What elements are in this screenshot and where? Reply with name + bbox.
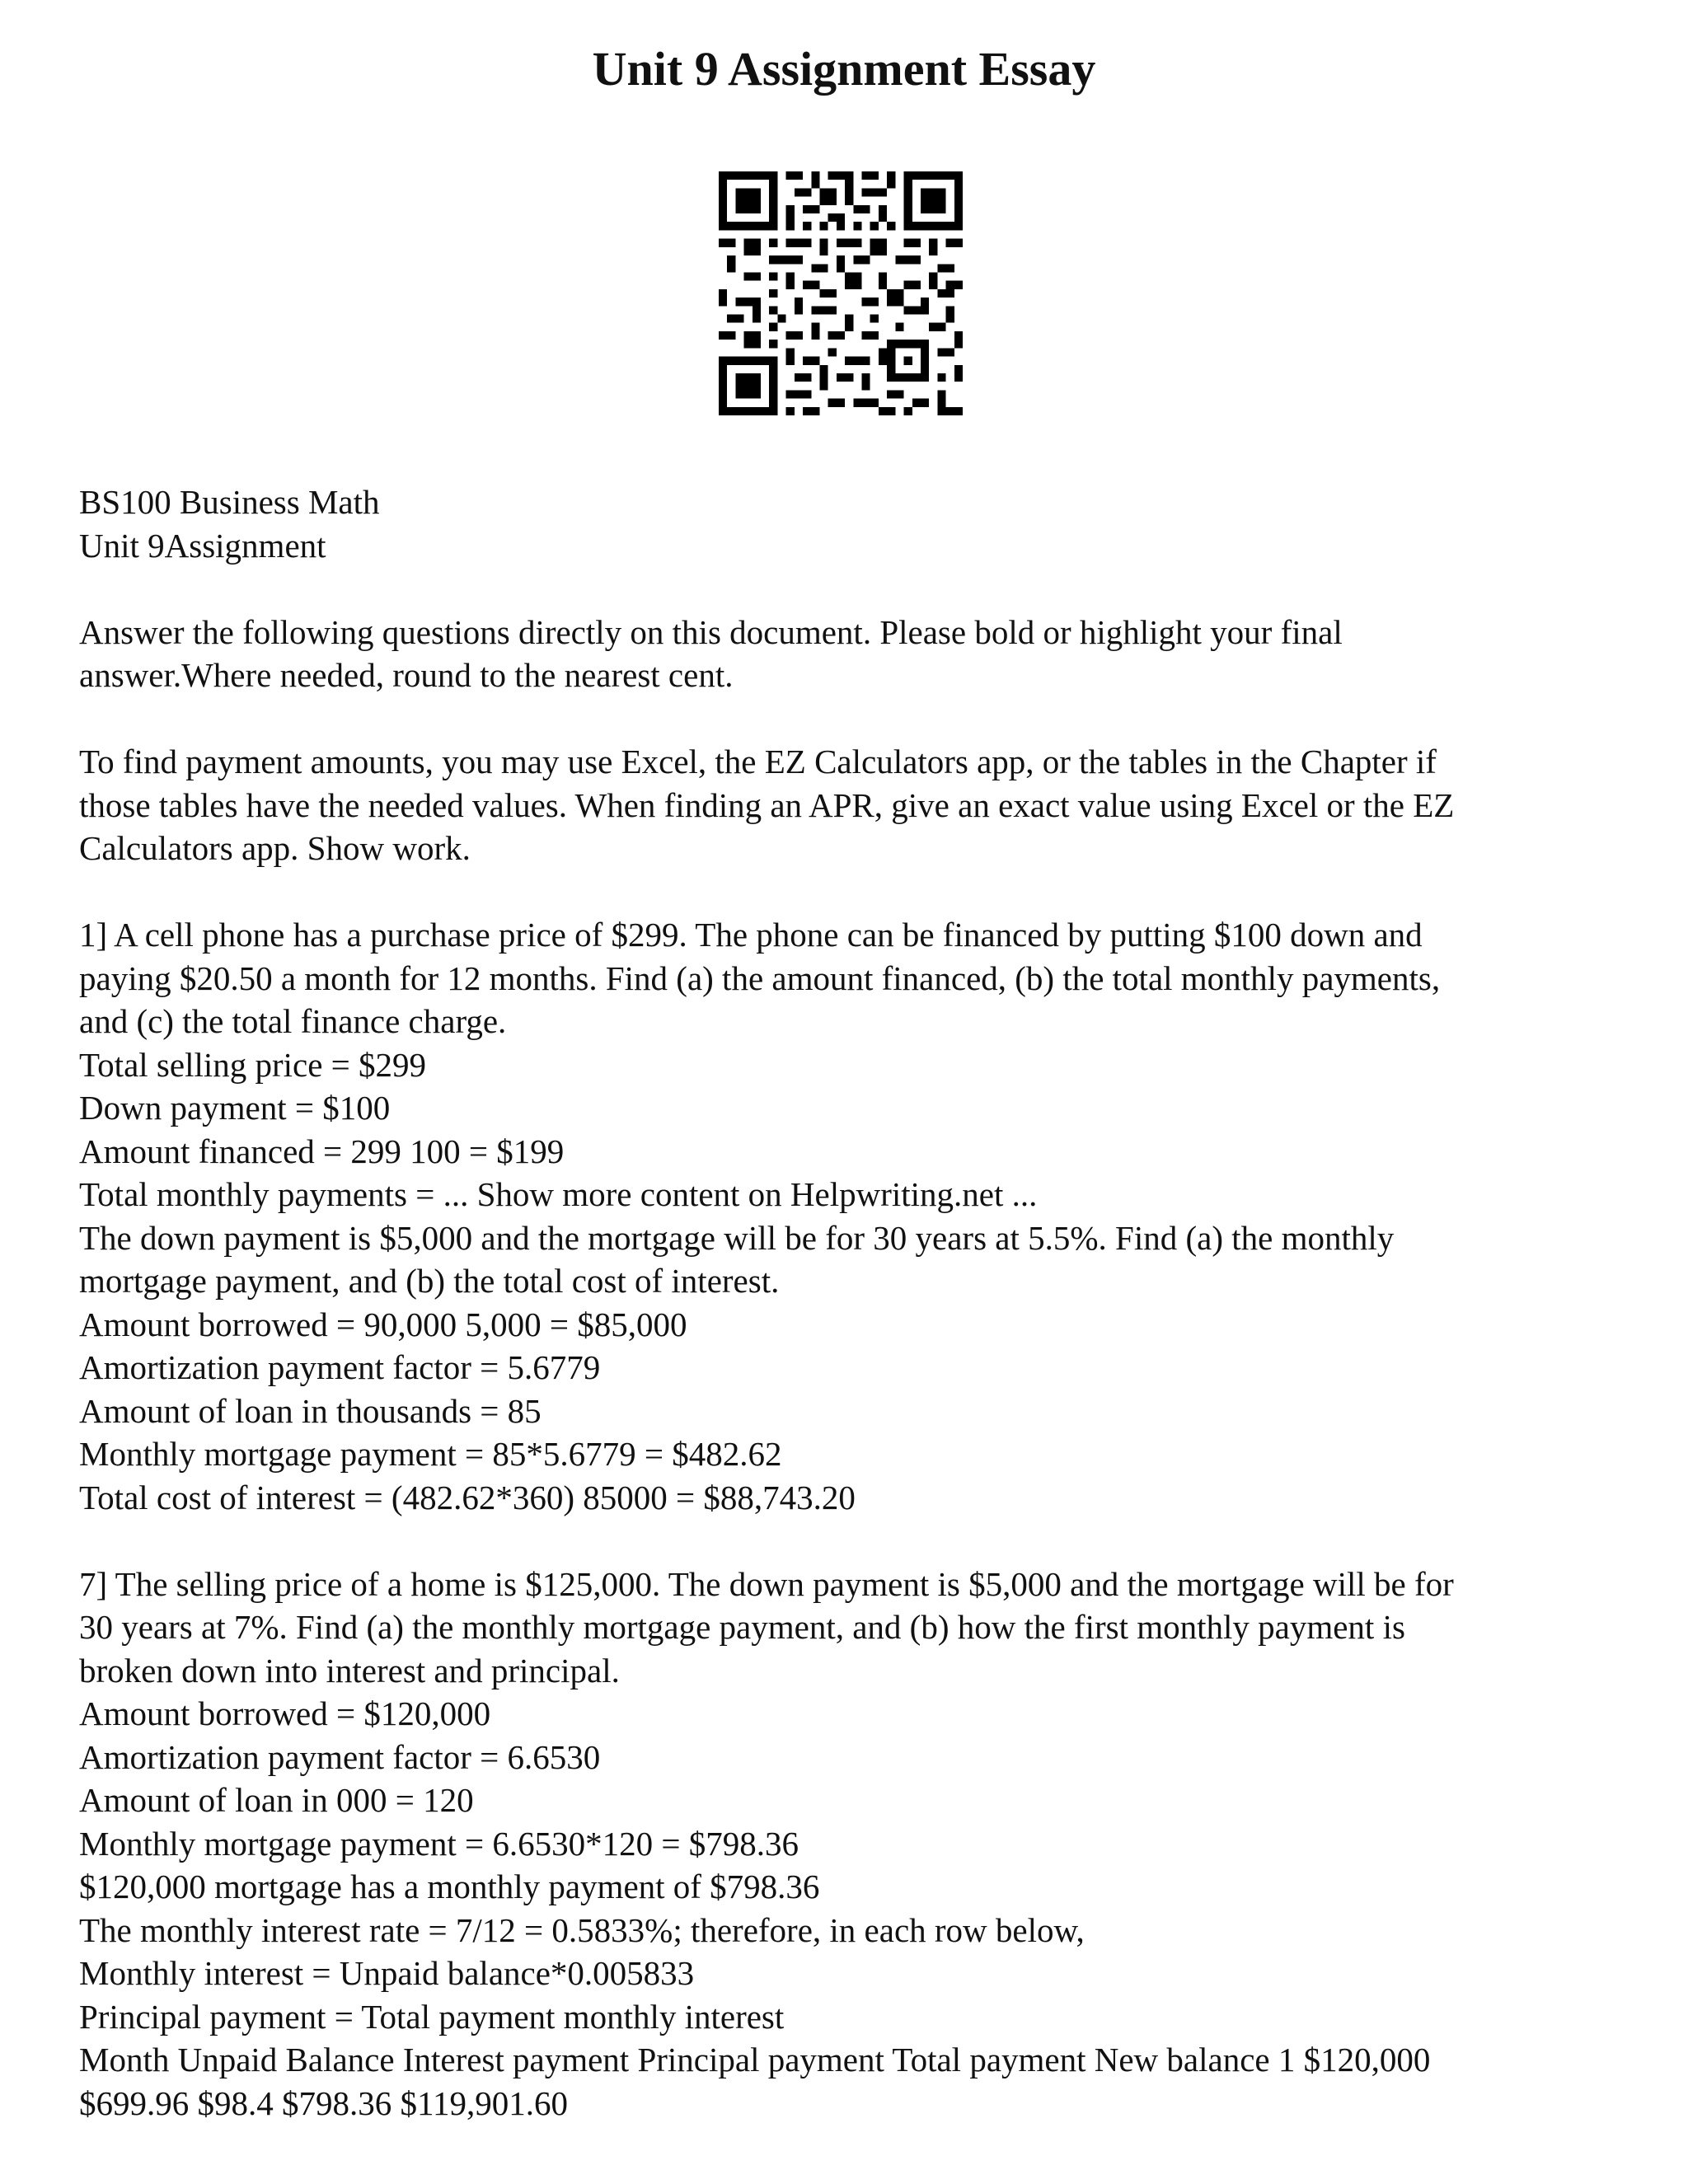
text-line: The down payment is $5,000 and the mortgage will be for 30 years at 5.5%. Find (a) the monthly — [79, 1218, 1395, 1257]
text-line: 7] The selling price of a home is $125,000. The down payment is $5,000 and the mortgage will be for — [79, 1564, 1454, 1603]
text-line: Monthly interest = Unpaid balance*0.005833 — [79, 1954, 695, 1992]
text-line: and (c) the total finance charge. — [79, 1002, 507, 1040]
text-line: The monthly interest rate = 7/12 = 0.5833%; therefore, in each row below, — [79, 1910, 1085, 1949]
text-line: paying $20.50 a month for 12 months. Find (a) the amount financed, (b) the total monthly payments, — [79, 958, 1441, 997]
text-line: Total cost of interest = (482.62*360) 85000 = $88,743.20 — [79, 1478, 856, 1516]
text-line: Amount borrowed = $120,000 — [79, 1694, 491, 1732]
text-line: those tables have the needed values. When finding an APR, give an exact value using Excel or the EZ — [79, 785, 1455, 824]
text-line: mortgage payment, and (b) the total cost of interest. — [79, 1262, 780, 1300]
text-line: Principal payment = Total payment monthly interest — [79, 1997, 785, 2036]
text-line: Amount of loan in thousands = 85 — [79, 1391, 542, 1430]
text-line: Amount of loan in 000 = 120 — [79, 1781, 474, 1819]
text-line: Amount borrowed = 90,000 5,000 = $85,000 — [79, 1305, 687, 1343]
question-1-block — [79, 913, 1647, 1519]
instructions-paragraph — [79, 611, 1647, 697]
text-line: 30 years at 7%. Find (a) the monthly mortgage payment, and (b) how the first monthly payment is — [79, 1608, 1405, 1646]
text-line: Total selling price = $299 — [79, 1045, 427, 1084]
course-header — [79, 480, 1647, 567]
payment-instructions-paragraph — [79, 740, 1647, 870]
text-line: Amortization payment factor = 6.6530 — [79, 1737, 601, 1776]
qr-code-image — [719, 171, 963, 415]
text-line: To find payment amounts, you may use Excel, the EZ Calculators app, or the tables in the Chapter if — [79, 743, 1437, 780]
text-line: Calculators app. Show work. — [79, 829, 471, 867]
text-line: 1] A cell phone has a purchase price of $299. The phone can be financed by putting $100 down and — [79, 916, 1423, 954]
text-line: Total monthly payments = ... Show more content on Helpwriting.net ... — [79, 1175, 1038, 1213]
text-line: Down payment = $100 — [79, 1089, 391, 1127]
document-body — [79, 480, 1647, 2125]
question-7-block — [79, 1563, 1647, 2125]
text-line: broken down into interest and principal. — [79, 1651, 620, 1690]
unit-label: Unit 9Assignment — [79, 526, 326, 565]
text-line: answer.Where needed, round to the nearest cent. — [79, 656, 734, 694]
text-line: Amortization payment factor = 5.6779 — [79, 1348, 601, 1386]
course-name: BS100 Business Math — [79, 483, 380, 521]
text-line: Monthly mortgage payment = 85*5.6779 = $482.62 — [79, 1435, 782, 1473]
text-line: $120,000 mortgage has a monthly payment of $798.36 — [79, 1868, 820, 1905]
text-line: $699.96 $98.4 $798.36 $119,901.60 — [79, 2083, 568, 2122]
text-line: Month Unpaid Balance Interest payment Principal payment Total payment New balance 1 $120,000 — [79, 2041, 1431, 2079]
document-title: Unit 9 Assignment Essay — [592, 42, 1096, 96]
text-line: Monthly mortgage payment = 6.6530*120 = $798.36 — [79, 1824, 799, 1863]
text-line: Answer the following questions directly on this document. Please bold or highlight your final — [79, 612, 1343, 651]
text-line: Amount financed = 299 100 = $199 — [79, 1132, 565, 1170]
